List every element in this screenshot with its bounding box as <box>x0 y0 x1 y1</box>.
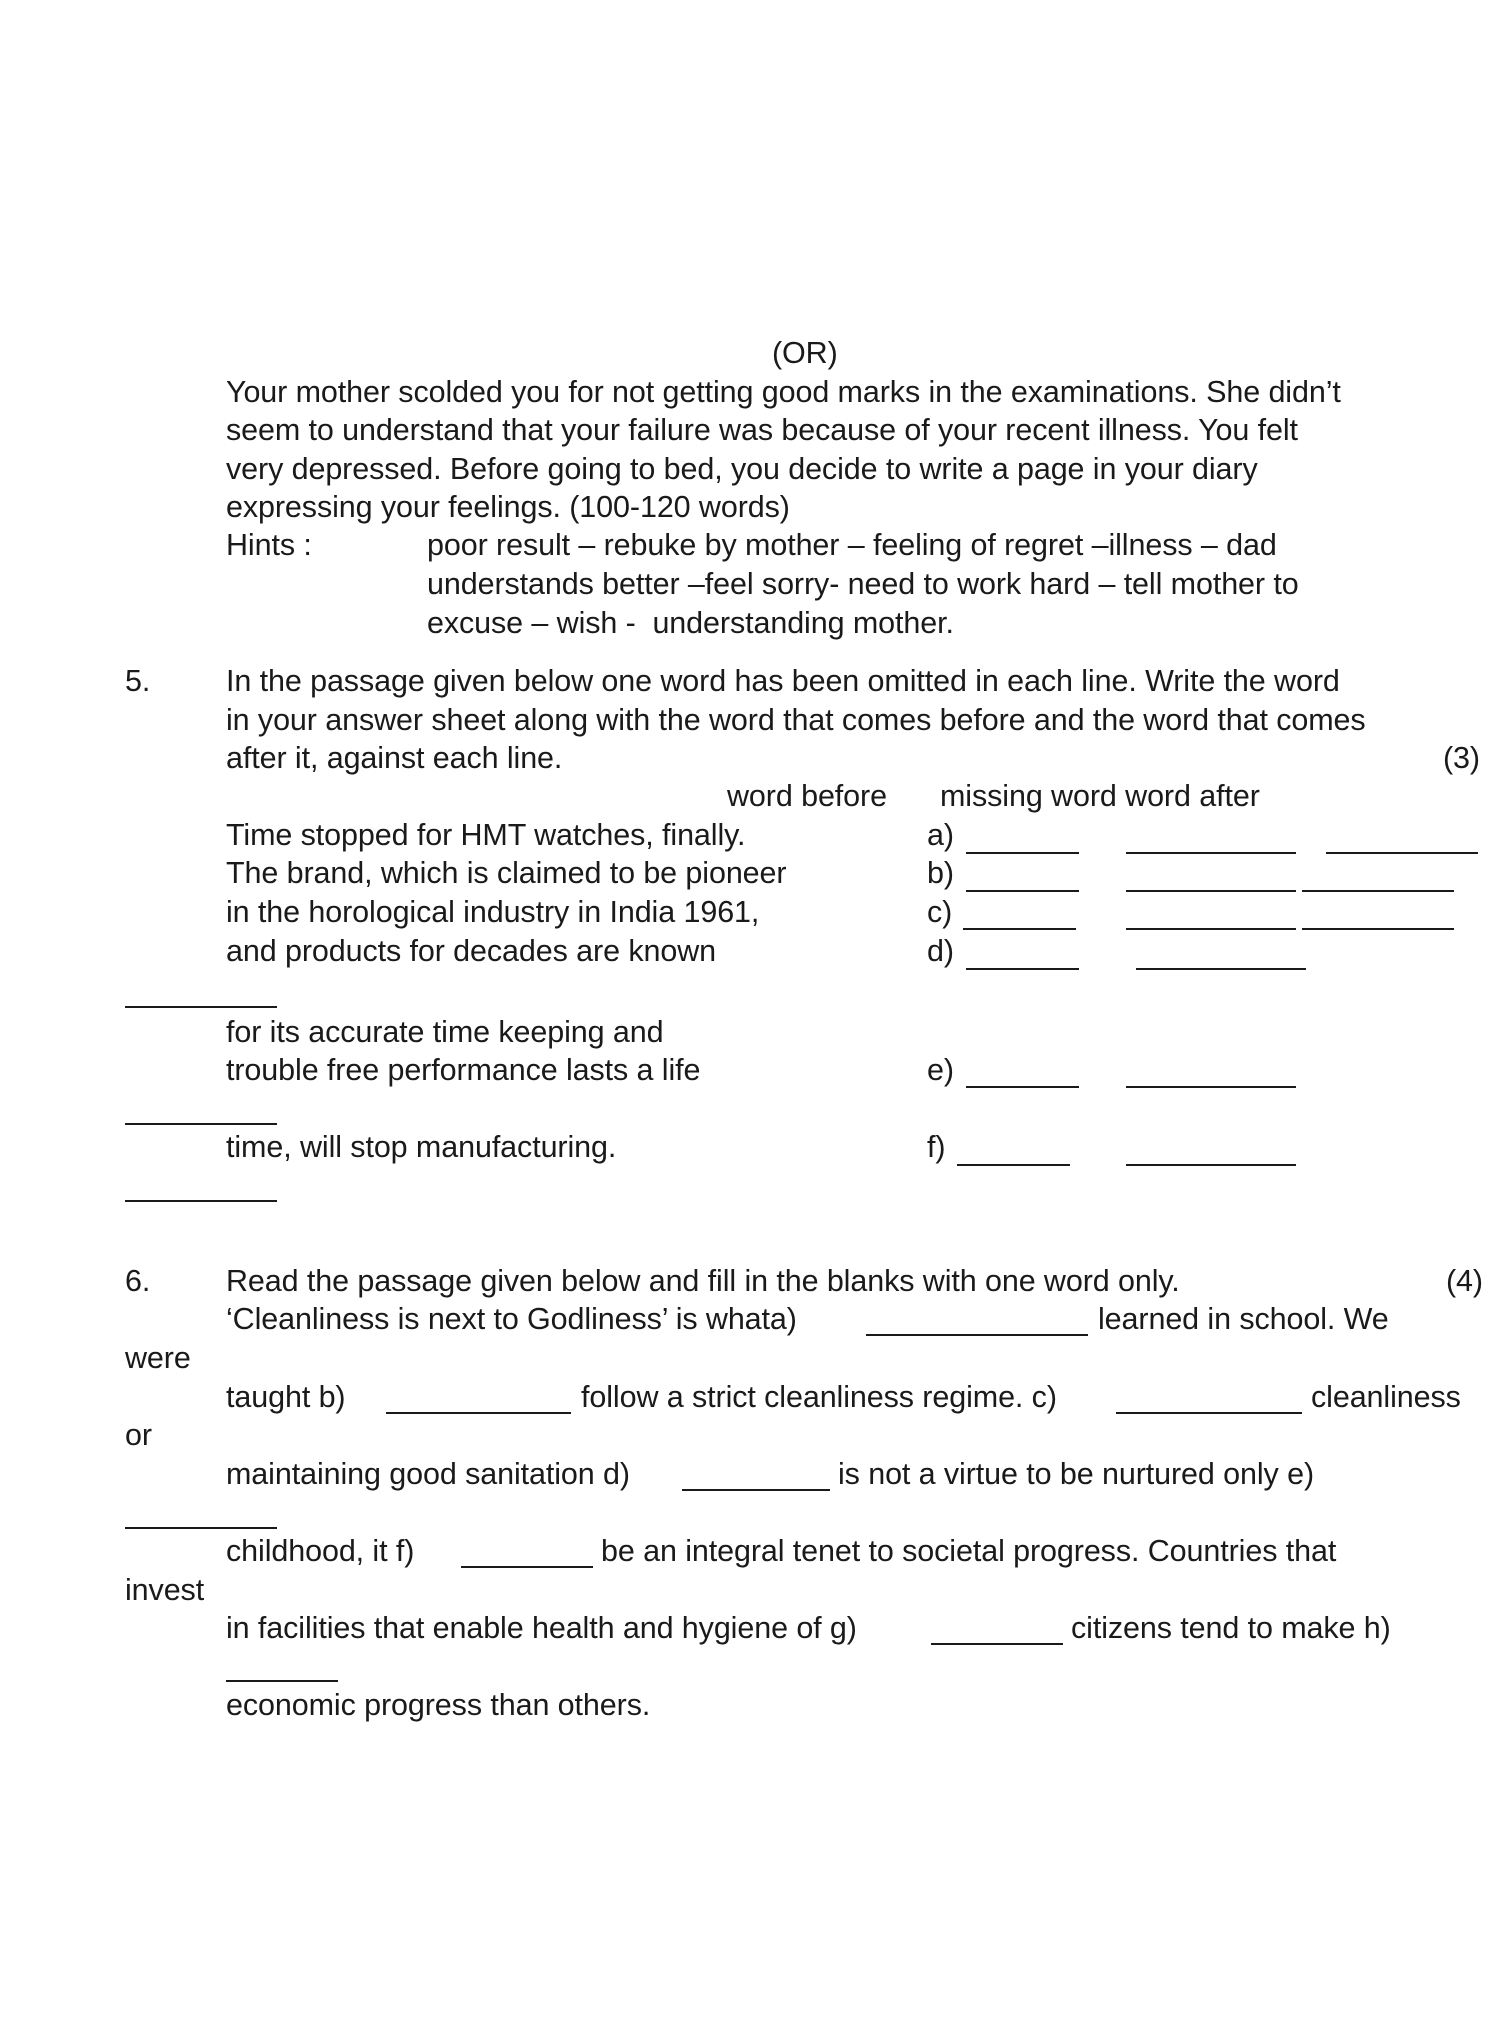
q6-blank-b[interactable] <box>386 1412 571 1414</box>
q6-line-4-wrap: invest <box>125 1573 205 1607</box>
q6-line-1b: learned in school. We <box>1098 1302 1389 1336</box>
or-prompt-line-4: expressing your feelings. (100-120 words) <box>226 490 790 524</box>
q5-f-blank-missing-word[interactable] <box>1126 1164 1296 1166</box>
q5-f-blank-word-before[interactable] <box>957 1164 1070 1166</box>
hints-label: Hints : <box>226 528 312 562</box>
q5-label-b: b) <box>927 856 954 890</box>
q6-line-2-wrap: or <box>125 1418 152 1452</box>
q5-passage-line-4: and products for decades are known <box>226 934 716 968</box>
q5-e-blank-word-before[interactable] <box>966 1086 1079 1088</box>
hints-line-1: poor result – rebuke by mother – feeling of regret –illness – dad <box>427 528 1277 562</box>
q5-passage-line-1: Time stopped for HMT watches, finally. <box>226 818 746 852</box>
or-label: (OR) <box>772 336 838 370</box>
or-prompt-line-1: Your mother scolded you for not getting good marks in the examinations. She didn’t <box>226 375 1341 409</box>
q5-header-missing-after: missing word word after <box>940 779 1260 813</box>
q5-label-d: d) <box>927 934 954 968</box>
q6-line-5a: in facilities that enable health and hygiene of g) <box>226 1611 857 1645</box>
q6-line-4a: childhood, it f) <box>226 1534 415 1568</box>
q5-e-blank-word-after[interactable] <box>125 1123 277 1125</box>
q6-instruction: Read the passage given below and fill in the blanks with one word only. <box>226 1264 1180 1298</box>
q5-e-blank-missing-word[interactable] <box>1126 1086 1296 1088</box>
q5-b-blank-word-after[interactable] <box>1302 890 1454 892</box>
q6-blank-a[interactable] <box>866 1334 1088 1336</box>
q5-a-blank-word-after[interactable] <box>1326 852 1478 854</box>
q5-instruction-line-2: in your answer sheet along with the word that comes before and the word that comes <box>226 703 1366 737</box>
q5-c-blank-word-after[interactable] <box>1302 928 1454 930</box>
q5-b-blank-missing-word[interactable] <box>1126 890 1296 892</box>
or-prompt-line-2: seem to understand that your failure was because of your recent illness. You felt <box>226 413 1298 447</box>
hints-line-3: excuse – wish - understanding mother. <box>427 606 954 640</box>
q6-line-2b: follow a strict cleanliness regime. c) <box>581 1380 1057 1414</box>
q6-line-2c: cleanliness <box>1311 1380 1461 1414</box>
q5-a-blank-word-before[interactable] <box>966 852 1079 854</box>
q5-label-f: f) <box>927 1130 946 1164</box>
q5-passage-line-3: in the horological industry in India 1961, <box>226 895 760 929</box>
q6-blank-e[interactable] <box>125 1527 277 1529</box>
q5-instruction-line-3: after it, against each line. <box>226 741 563 775</box>
q6-line-1a: ‘Cleanliness is next to Godliness’ is whata) <box>226 1302 797 1336</box>
q5-label-e: e) <box>927 1053 954 1087</box>
q5-marks: (3) <box>1443 741 1480 775</box>
q5-d-blank-word-after[interactable] <box>125 1006 277 1008</box>
q6-blank-d[interactable] <box>682 1489 830 1491</box>
q6-line-3a: maintaining good sanitation d) <box>226 1457 630 1491</box>
q6-line-4b: be an integral tenet to societal progress. Countries that <box>601 1534 1337 1568</box>
q5-passage-line-6: trouble free performance lasts a life <box>226 1053 701 1087</box>
q5-label-a: a) <box>927 818 954 852</box>
q6-line-2a: taught b) <box>226 1380 346 1414</box>
q6-line-1-wrap: were <box>125 1341 191 1375</box>
q5-c-blank-missing-word[interactable] <box>1126 928 1296 930</box>
q5-f-blank-word-after[interactable] <box>125 1200 277 1202</box>
q5-c-blank-word-before[interactable] <box>963 928 1076 930</box>
q5-d-blank-missing-word[interactable] <box>1136 968 1306 970</box>
q6-blank-c[interactable] <box>1116 1412 1302 1414</box>
q5-passage-line-5: for its accurate time keeping and <box>226 1015 664 1049</box>
q5-header-word-before: word before <box>727 779 887 813</box>
hints-line-2: understands better –feel sorry- need to work hard – tell mother to <box>427 567 1299 601</box>
q5-passage-line-2: The brand, which is claimed to be pioneer <box>226 856 787 890</box>
q6-line-5b: citizens tend to make h) <box>1071 1611 1391 1645</box>
q6-line-3b: is not a virtue to be nurtured only e) <box>838 1457 1314 1491</box>
q5-d-blank-word-before[interactable] <box>966 968 1079 970</box>
or-prompt-line-3: very depressed. Before going to bed, you decide to write a page in your diary <box>226 452 1258 486</box>
q5-a-blank-missing-word[interactable] <box>1126 852 1296 854</box>
q6-blank-g[interactable] <box>931 1643 1063 1645</box>
q5-instruction-line-1: In the passage given below one word has been omitted in each line. Write the word <box>226 664 1340 698</box>
q6-marks: (4) <box>1446 1264 1483 1298</box>
q5-number: 5. <box>125 664 151 698</box>
q6-blank-h[interactable] <box>226 1680 338 1682</box>
q5-passage-line-7: time, will stop manufacturing. <box>226 1130 617 1164</box>
q6-line-6: economic progress than others. <box>226 1688 651 1722</box>
q5-b-blank-word-before[interactable] <box>966 890 1079 892</box>
q6-number: 6. <box>125 1264 151 1298</box>
q6-blank-f[interactable] <box>461 1566 593 1568</box>
q5-label-c: c) <box>927 895 953 929</box>
